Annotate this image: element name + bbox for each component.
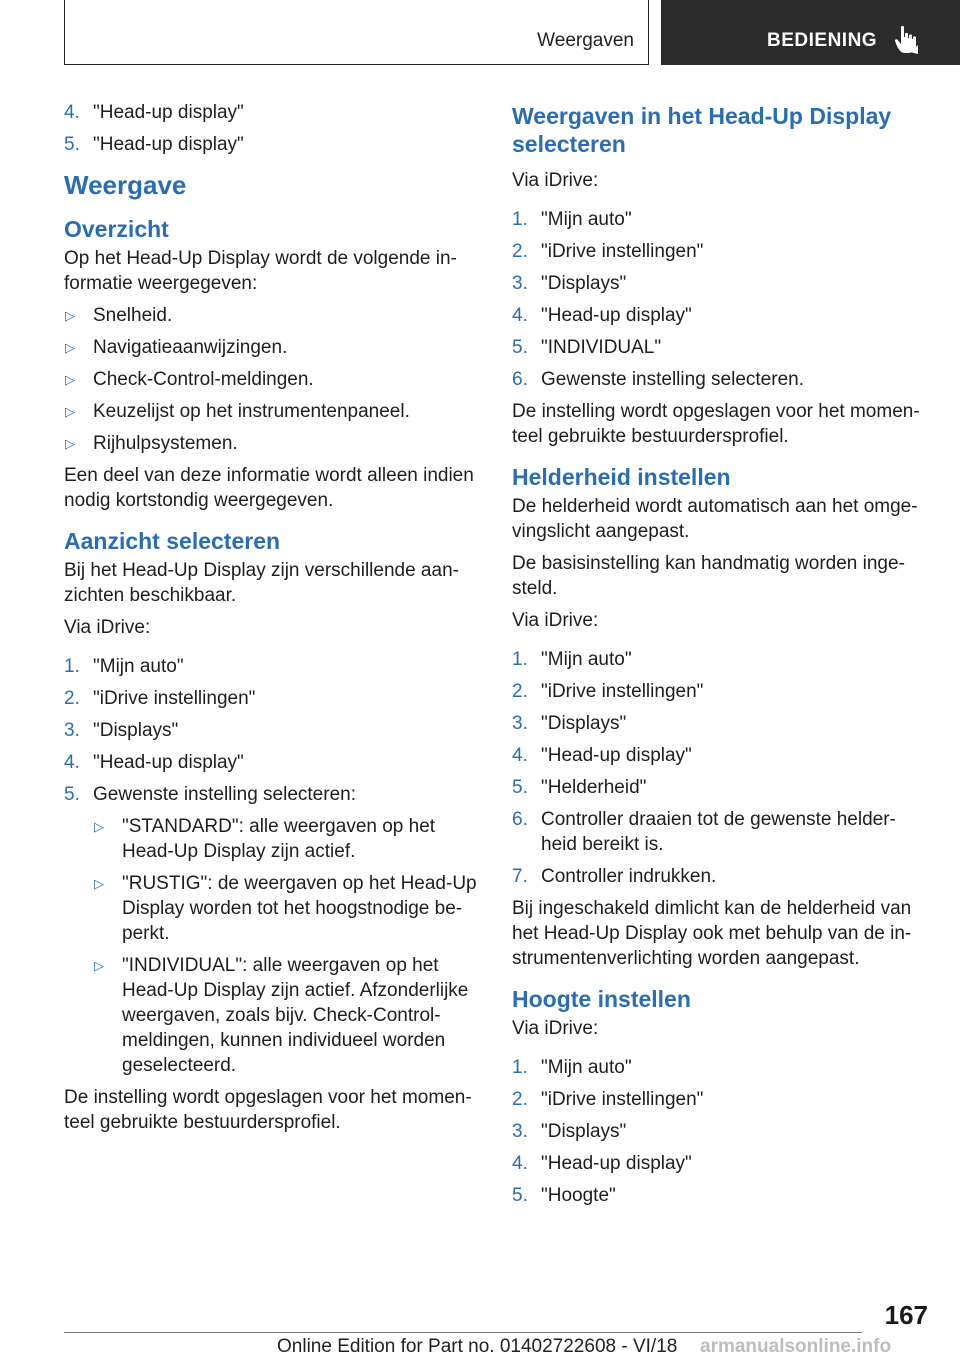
header-chapter-box <box>661 0 960 65</box>
triangle-bullet-icon: ▷ <box>65 372 75 387</box>
paragraph-dimlicht: Bij ingeschakeld dimlicht kan de helderheid van het Head-Up Display ook met behulp van de in-strumentenverlichting worden aangepast. <box>512 898 912 969</box>
bullet-item: ▷ Rijhulpsystemen. <box>65 433 238 454</box>
heading-weergaven-selecteren: Weergaven in het Head-Up Display selecteren <box>512 103 892 157</box>
page-number: 167 <box>884 1300 928 1330</box>
step-item: 4. "Head-up display" <box>512 745 692 766</box>
pointing-hand-icon <box>894 25 920 55</box>
step-item: 3. "Displays" <box>512 713 627 734</box>
step-item: 1. "Mijn auto" <box>64 656 184 677</box>
paragraph-via-idrive: Via iDrive: <box>64 617 151 638</box>
paragraph-helderheid-1: De helderheid wordt automatisch aan het omge-vingslicht aangepast. <box>512 496 918 542</box>
triangle-bullet-icon: ▷ <box>94 958 104 973</box>
step-item: 1. "Mijn auto" <box>512 209 632 230</box>
watermark: armanualsonline.info <box>700 1336 892 1357</box>
aanzicht-steps-list <box>64 654 482 1078</box>
step-item: 6. Gewenste instelling selecteren. <box>512 369 804 390</box>
step-item: 4. "Head-up display" <box>512 305 692 326</box>
step-item: 6. Controller draaien tot de gewenste helder-heid bereikt is. <box>512 809 896 855</box>
header-section-label: Weergaven <box>537 30 634 51</box>
step-item: 5. "Helderheid" <box>512 777 647 798</box>
mode-bullet-list <box>93 814 482 1078</box>
footer-edition: Online Edition for Part no. 01402722608 - VI/18 <box>277 1336 678 1357</box>
bullet-item: ▷ Check-Control-meldingen. <box>65 369 314 390</box>
top-continued-list <box>64 100 482 157</box>
list-item: 5. "Head-up display" <box>64 134 244 155</box>
bullet-item: ▷ Navigatieaanwijzingen. <box>65 337 288 358</box>
triangle-bullet-icon: ▷ <box>65 308 75 323</box>
heading-hoogte-instellen: Hoogte instellen <box>512 986 691 1012</box>
paragraph-helderheid-2: De basisinstelling kan handmatig worden inge-steld. <box>512 553 905 599</box>
step-item: 2. "iDrive instellingen" <box>64 688 256 709</box>
paragraph-via-idrive: Via iDrive: <box>512 610 599 631</box>
triangle-bullet-icon: ▷ <box>94 819 104 834</box>
bullet-item: ▷ Snelheid. <box>65 305 173 326</box>
step-item: 2. "iDrive instellingen" <box>512 681 704 702</box>
hoogte-steps-list <box>512 1055 930 1208</box>
footer-divider <box>64 1332 862 1333</box>
step-item: 3. "Displays" <box>512 1121 627 1142</box>
step-item: 5. "Hoogte" <box>512 1185 616 1206</box>
step-item: 5. Gewenste instelling selecteren: ▷ "STANDARD": alle weergaven op het Head-Up Display zijn actief. ▷ "RUSTIG": de weergaven op het Head-Up Display worden tot het hoogstnodige be-perkt. ▷ "INDIVIDUAL": alle weergaven op het Head-Up Display zijn actief. Afzonderlijke weergaven, zoals bijv. Check-Control-meldingen, kunnen individueel worden geselecteerd. <box>64 782 482 1078</box>
right-column <box>512 100 930 1215</box>
paragraph-via-idrive: Via iDrive: <box>512 1018 599 1039</box>
step-item: 7. Controller indrukken. <box>512 866 717 887</box>
step-item: 1. "Mijn auto" <box>512 649 632 670</box>
paragraph-deel: Een deel van deze informatie wordt alleen indien nodig kortstondig weergegeven. <box>64 465 474 511</box>
step-item: 5. "INDIVIDUAL" <box>512 337 662 358</box>
paragraph-via-idrive: Via iDrive: <box>512 170 599 191</box>
bullet-item: ▷ "STANDARD": alle weergaven op het Head-Up Display zijn actief. <box>94 816 436 862</box>
step-item: 2. "iDrive instellingen" <box>512 241 704 262</box>
triangle-bullet-icon: ▷ <box>65 436 75 451</box>
heading-helderheid-instellen: Helderheid instellen <box>512 464 731 490</box>
triangle-bullet-icon: ▷ <box>65 340 75 355</box>
paragraph-opslaan-left: De instelling wordt opgeslagen voor het momen-teel gebruikte bestuurdersprofiel. <box>64 1087 472 1133</box>
step-item: 4. "Head-up display" <box>64 752 244 773</box>
step-item: 3. "Displays" <box>512 273 627 294</box>
step-item: 3. "Displays" <box>64 720 179 741</box>
step-item: 4. "Head-up display" <box>512 1153 692 1174</box>
overview-bullet-list <box>64 303 482 456</box>
paragraph-aanzicht: Bij het Head-Up Display zijn verschillende aan-zichten beschikbaar. <box>64 560 459 606</box>
left-column <box>64 100 482 1142</box>
triangle-bullet-icon: ▷ <box>65 404 75 419</box>
triangle-bullet-icon: ▷ <box>94 876 104 891</box>
bullet-item: ▷ "RUSTIG": de weergaven op het Head-Up Display worden tot het hoogstnodige be-perkt. <box>94 873 477 944</box>
heading-overzicht: Overzicht <box>64 216 169 242</box>
paragraph-opslaan-right: De instelling wordt opgeslagen voor het momen-teel gebruikte bestuurdersprofiel. <box>512 401 920 447</box>
paragraph-overzicht: Op het Head-Up Display wordt de volgende in-formatie weergegeven: <box>64 248 457 294</box>
bullet-item: ▷ "INDIVIDUAL": alle weergaven op het Head-Up Display zijn actief. Afzonderlijke weergaven, zoals bijv. Check-Control-meldingen, kunnen individueel worden geselecteerd. <box>94 955 469 1076</box>
list-item: 4. "Head-up display" <box>64 102 244 123</box>
heading-weergave: Weergave <box>64 170 187 200</box>
header-section-box <box>64 0 649 65</box>
step-item: 1. "Mijn auto" <box>512 1057 632 1078</box>
helderheid-steps-list <box>512 647 930 889</box>
bullet-item: ▷ Keuzelijst op het instrumentenpaneel. <box>65 401 410 422</box>
heading-aanzicht-selecteren: Aanzicht selecteren <box>64 528 281 554</box>
step-item: 2. "iDrive instellingen" <box>512 1089 704 1110</box>
header-chapter-label: BEDIENING <box>767 30 878 51</box>
weergaven-steps-list <box>512 207 930 392</box>
